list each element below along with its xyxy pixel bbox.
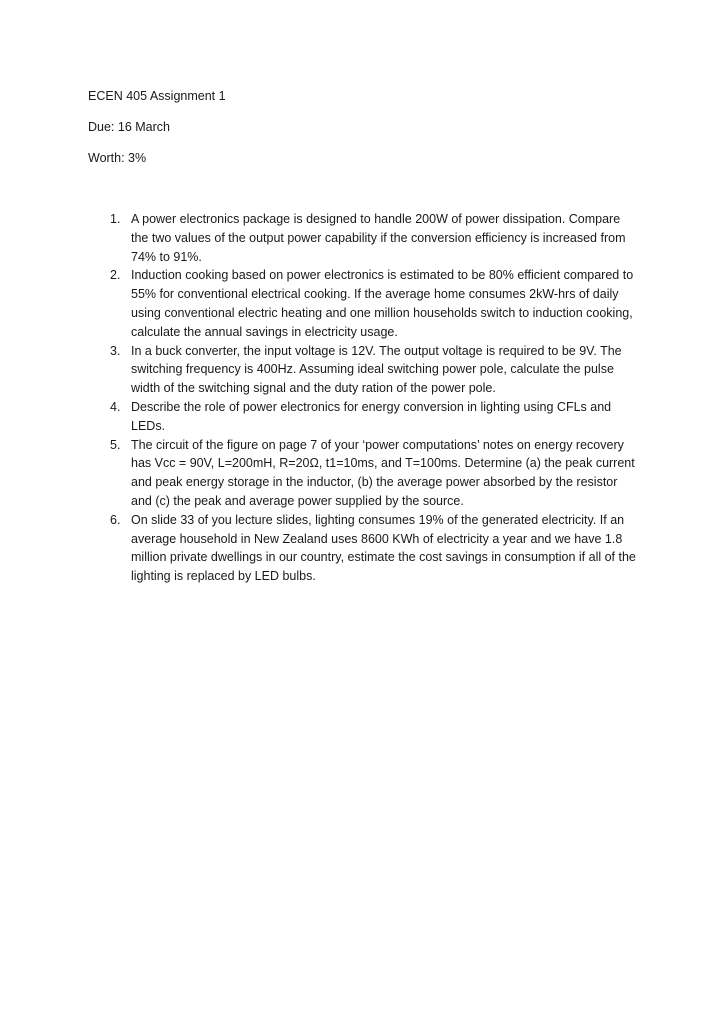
question-item bbox=[110, 342, 638, 398]
question-text: A power electronics package is designed to handle 200W of power dissipation. Compare the two values of the output power capability if the conversion efficiency is increased from 74% to 91%. bbox=[131, 212, 626, 264]
question-number: 2. bbox=[110, 268, 121, 283]
question-number: 1. bbox=[110, 212, 121, 226]
question-text: The circuit of the figure on page 7 of your ‘power computations’ notes on energy recovery has Vcc = 90V, L=200mH, R=20Ω, t1=10ms, and T=100ms. Determine (a) the peak current and peak energy storage in the inductor, (b) the average power absorbed by the resistor and (c) the peak and average power supplied by the source. bbox=[131, 437, 635, 508]
question-number: 3. bbox=[110, 343, 121, 358]
question-text: Describe the role of power electronics for energy conversion in lighting using CFLs and LEDs. bbox=[131, 399, 612, 433]
assignment-title: ECEN 405 Assignment 1 bbox=[88, 89, 226, 103]
question-item bbox=[110, 511, 638, 586]
assignment-weight: Worth: 3% bbox=[88, 151, 147, 165]
question-text: Induction cooking based on power electronics is estimated to be 80% efficient compared to 55% for conventional electrical cooking. If the average home consumes 2kW-hrs of daily using conventional electric heating and one million households switch to induction cooking, calculate the annual savings in electricity usage. bbox=[131, 268, 634, 339]
due-date: Due: 16 March bbox=[88, 120, 170, 134]
question-item bbox=[110, 210, 638, 266]
question-item bbox=[110, 436, 638, 511]
question-number: 4. bbox=[110, 399, 121, 414]
question-list bbox=[110, 210, 638, 586]
question-number: 5. bbox=[110, 437, 121, 452]
question-item bbox=[110, 266, 638, 341]
question-item bbox=[110, 398, 638, 436]
question-text: On slide 33 of you lecture slides, lighting consumes 19% of the generated electricity. If an average household in New Zealand uses 8600 KWh of electricity a year and we have 1.8 million private dwellings in our country, estimate the cost savings in consumption if all of the lighting is replaced by LED bulbs. bbox=[131, 512, 636, 584]
question-text: In a buck converter, the input voltage is 12V. The output voltage is required to be 9V. The switching frequency is 400Hz. Assuming ideal switching power pole, calculate the pulse width of the switching signal and the duty ration of the power pole. bbox=[131, 343, 622, 396]
question-number: 6. bbox=[110, 512, 121, 527]
